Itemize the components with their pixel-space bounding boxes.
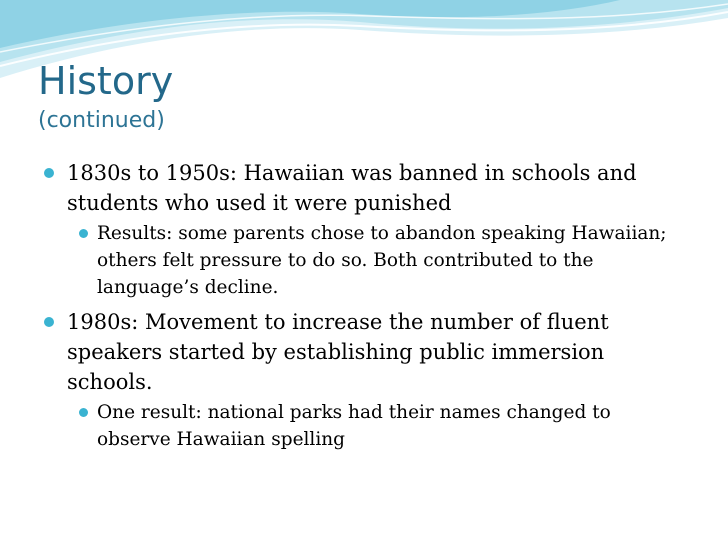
slide-title xyxy=(38,59,698,133)
bullet-dot-icon xyxy=(79,229,88,238)
sub-bullet-item xyxy=(40,220,680,301)
sub-bullet-item xyxy=(40,399,680,453)
bullet-dot-icon xyxy=(44,168,54,178)
bullet-item xyxy=(40,158,680,218)
title-subtitle: (continued) xyxy=(38,108,165,133)
title-main: History xyxy=(38,59,174,103)
bullet-list xyxy=(40,158,680,453)
bullet-text: 1830s to 1950s: Hawaiian was banned in schools and students who used it were punished xyxy=(67,161,637,215)
sub-bullet-text: Results: some parents chose to abandon speaking Hawaiian; others felt pressure to do so. Both contributed to the language’s decline. xyxy=(97,223,667,298)
sub-bullet-text: One result: national parks had their names changed to observe Hawaiian spelling xyxy=(97,402,611,450)
bullet-dot-icon xyxy=(44,317,54,327)
bullet-dot-icon xyxy=(79,408,88,417)
bullet-text: 1980s: Movement to increase the number of fluent speakers started by establishing public immersion schools. xyxy=(67,310,609,394)
bullet-item xyxy=(40,307,680,397)
